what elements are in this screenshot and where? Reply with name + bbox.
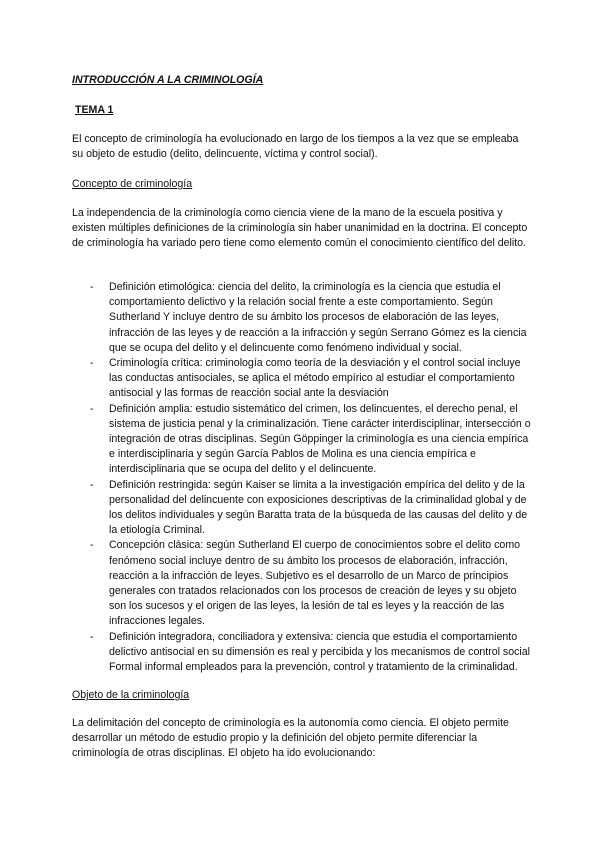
list-item — [72, 402, 532, 478]
bullet-dash: - — [90, 281, 94, 293]
concepto-paragraph: La independencia de la criminología como ciencia viene de la mano de la escuela positiva y existen múltiples definiciones de la criminología sin haber unanimidad en la doctrina. El concepto de criminología ha variado pero tiene como elemento común el conocimiento científico del delito. — [72, 207, 528, 250]
document-title: INTRODUCCIÓN A LA CRIMINOLOGÍA — [72, 74, 264, 86]
objeto-paragraph: La delimitación del concepto de criminología es la autonomía como ciencia. El objeto permite desarrollar un método de estudio propio y la definición del objeto permite diferenciar la criminología de otras disciplinas. El objeto ha ido evolucionando: — [72, 717, 509, 760]
definitions-list — [72, 280, 532, 675]
list-item-text: Concepción clásica: según Sutherland El cuerpo de conocimientos sobre el delito como fenómeno social incluye dentro de su ámbito los procesos de elaboración, infracción, reacción a la infracción de leyes. Subjetivo es el desarrollo de un Marco de principios generales con tratados relacionados con los procesos de creación de leyes y su objeto son los sucesos y el origen de las leyes, la lesión de tal es leyes y la reacción de las infracciones legales. — [109, 539, 521, 628]
bullet-dash: - — [90, 402, 94, 415]
list-item — [72, 630, 532, 676]
chapter-heading: TEMA 1 — [75, 104, 114, 116]
list-item-text: Definición restringida: según Kaiser se limita a la investigación empírica del delito y de la personalidad del delincuente con exposiciones descriptivas de la criminalidad global y de los delitos individuales y según Baratta trata de la búsqueda de las causas del delito y de la etiología Criminal. — [109, 478, 528, 537]
bullet-dash: - — [90, 478, 94, 491]
bullet-dash: - — [90, 539, 94, 552]
list-item-text: Definición etimológica: ciencia del delito, la criminología es la ciencia que estudia el comportamiento delictivo y la relación social frente a este comportamiento. Según Sutherland Y incluye dentro de su ámbito los procesos de elaboración de las leyes, infracción de las leyes y de reacción a la infracción y según Serrano Gómez es la ciencia que se ocupa del delito y el delincuente como fenómeno individual y social. — [109, 281, 527, 354]
intro-paragraph: El concepto de criminología ha evolucionado en largo de los tiempos a la vez que se empleaba su objeto de estudio (delito, delincuente, víctima y control social). — [72, 133, 519, 161]
list-item-text: Definición integradora, conciliadora y extensiva: ciencia que estudia el comportamiento delictivo antisocial en su dimensión es real y percibida y los mecanismos de control social Formal informal empleados para la prevención, control y tratamiento de la criminalidad. — [109, 630, 531, 674]
list-item — [72, 356, 532, 402]
list-item — [72, 538, 532, 629]
list-item — [72, 280, 532, 356]
list-item-text: Definición amplia: estudio sistemático del crimen, los delincuentes, el derecho penal, el sistema de justicia penal y la criminalización. Tiene carácter interdisciplinar, intersección o integración de otras disciplinas. Según Göppinger la criminología es una ciencia empírica e interdisciplinaria y según García Pablos de Molina es una ciencia empírica e interdisciplinaria que se ocupa del delito y el delincuente. — [109, 402, 531, 476]
bullet-dash: - — [90, 357, 94, 370]
section-heading-concepto: Concepto de criminología — [72, 178, 193, 190]
list-item-text: Criminología crítica: criminología como teoría de la desviación y el control social incluye las conductas antisociales, se aplica el método empírico al estudiar el comportamiento antisocial y las formas de reacción social ante la desviación — [109, 357, 521, 400]
list-item — [72, 478, 532, 539]
bullet-dash: - — [90, 630, 94, 643]
section-heading-objeto: Objeto de la criminología — [72, 689, 190, 701]
